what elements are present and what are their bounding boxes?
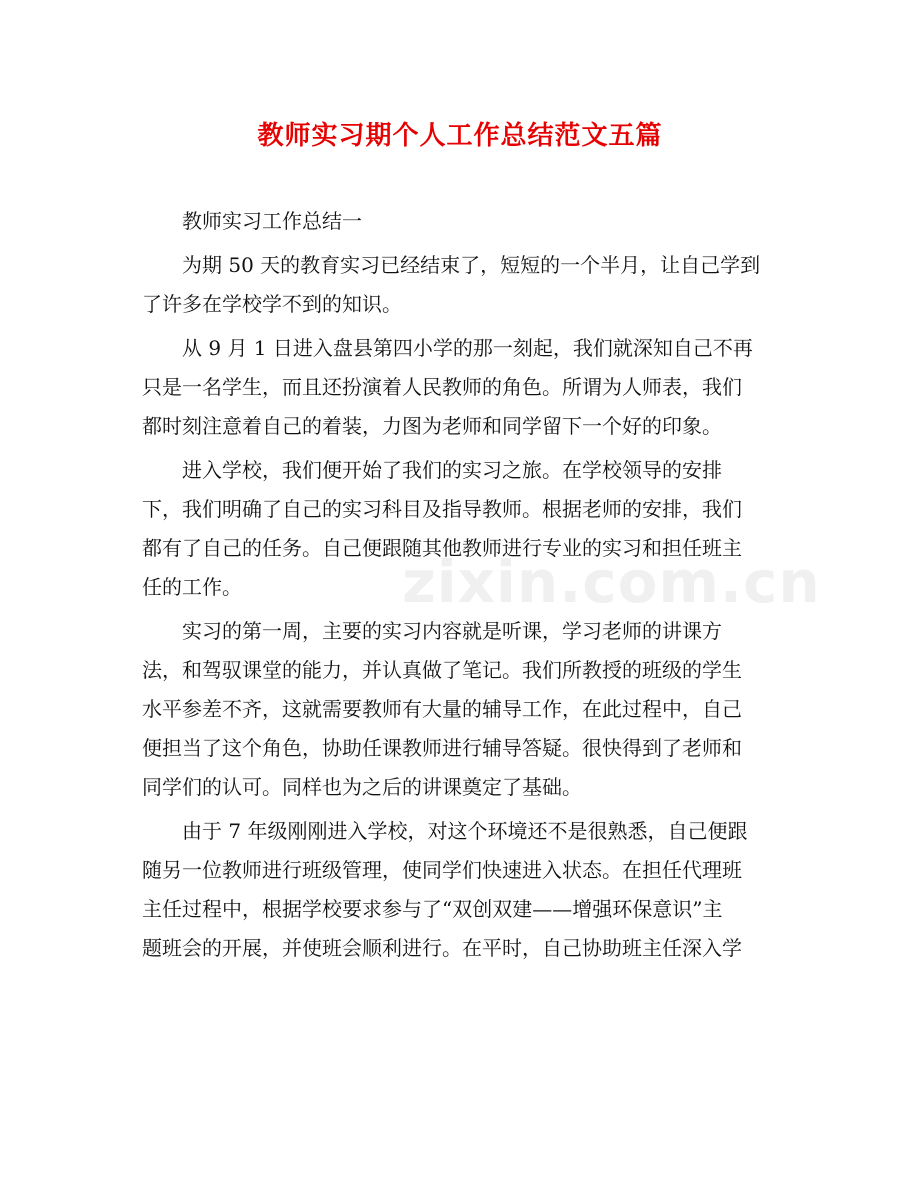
paragraph	[142, 451, 784, 607]
paragraph-line: 随另一位教师进行班级管理，使同学们快速进入状态。在担任代理班	[142, 858, 742, 882]
paragraph-line: 由于 7 年级刚刚进入学校，对这个环境还不是很熟悉，自己便跟	[182, 819, 748, 843]
document-title: 教师实习期个人工作总结范文五篇	[257, 121, 663, 151]
paragraph-line: 进入学校，我们便开始了我们的实习之旅。在学校领导的安排	[182, 458, 722, 482]
paragraph-line: 只是一名学生，而且还扮演着人民教师的角色。所谓为人师表，我们	[142, 375, 742, 399]
paragraph-heading-1	[142, 202, 784, 241]
document-body	[142, 202, 784, 973]
paragraph-line: 同学们的认可。同样也为之后的讲课奠定了基础。	[142, 775, 582, 799]
paragraph-line: 实习的第一周，主要的实习内容就是听课，学习老师的讲课方	[182, 619, 722, 643]
paragraph-line: 主任过程中，根据学校要求参与了“双创双建——增强环保意识”主	[142, 897, 723, 921]
paragraph-line: 题班会的开展，并使班会顺利进行。在平时，自己协助班主任深入学	[142, 936, 742, 960]
paragraph-line: 从 9 月 1 日进入盘县第四小学的那一刻起，我们就深知自己不再	[182, 336, 753, 360]
paragraph-line: 为期 50 天的教育实习已经结束了，短短的一个半月，让自己学到	[182, 253, 761, 277]
paragraph-line: 都时刻注意着自己的着装，力图为老师和同学留下一个好的印象。	[142, 414, 722, 438]
paragraph-line: 水平参差不齐，这就需要教师有大量的辅导工作，在此过程中，自己	[142, 697, 742, 721]
paragraph-line: 便担当了这个角色，协助任课教师进行辅导答疑。很快得到了老师和	[142, 736, 742, 760]
paragraph	[142, 246, 784, 324]
paragraph-line: 下，我们明确了自己的实习科目及指导教师。根据老师的安排，我们	[142, 497, 742, 521]
paragraph-line: 都有了自己的任务。自己便跟随其他教师进行专业的实习和担任班主	[142, 536, 742, 560]
paragraph	[142, 612, 784, 807]
watermark: zixin.com.cn	[402, 548, 821, 616]
paragraph-line: 法，和驾驭课堂的能力，并认真做了笔记。我们所教授的班级的学生	[142, 658, 742, 682]
paragraph	[142, 329, 784, 446]
paragraph-line: 了许多在学校学不到的知识。	[142, 292, 402, 316]
paragraph-line: 教师实习工作总结一	[182, 209, 362, 233]
paragraph	[142, 812, 784, 968]
paragraph-line: 任的工作。	[142, 575, 242, 599]
